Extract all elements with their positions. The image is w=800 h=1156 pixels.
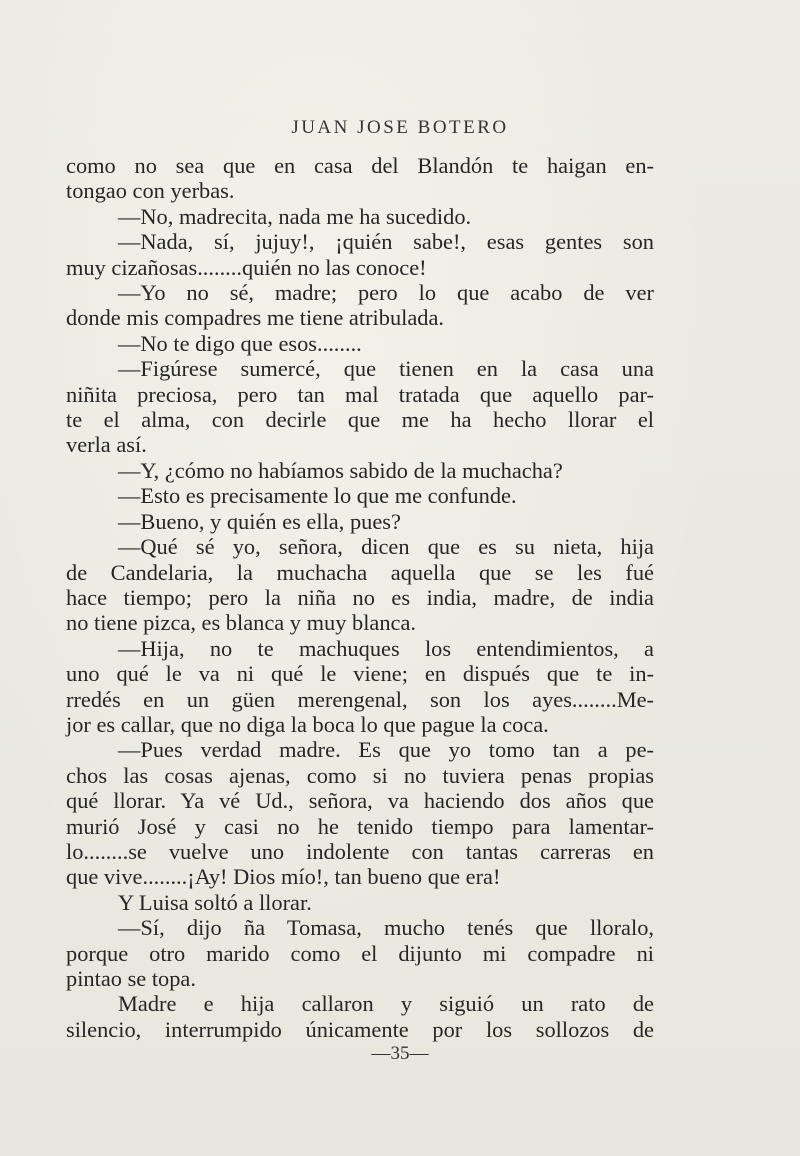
text-line: murió José y casi no he tenido tiempo para lamentar- [66, 813, 654, 839]
running-head: JUAN JOSE BOTERO [291, 117, 509, 138]
text-line: —No te digo que esos........ [118, 330, 362, 356]
text-line: tongao con yerbas. [66, 178, 235, 204]
text-line: que vive........¡Ay! Dios mío!, tan bueno que era! [66, 864, 501, 890]
text-line: de Candelaria, la muchacha aquella que se les fué [66, 559, 654, 585]
text-line: —Esto es precisamente lo que me confunde. [118, 483, 517, 509]
text-line: verla así. [66, 432, 147, 458]
text-line: niñita preciosa, pero tan mal tratada que aquello par- [66, 381, 654, 407]
text-line: rredés en un güen merengenal, son los ayes........Me- [66, 686, 654, 712]
text-line: —Figúrese sumercé, que tienen en la casa una [118, 356, 654, 382]
text-line: —Bueno, y quién es ella, pues? [118, 508, 401, 534]
text-line: jor es callar, que no diga la boca lo que pague la coca. [66, 711, 549, 737]
text-line: Y Luisa soltó a llorar. [118, 889, 312, 915]
text-line: pintao se topa. [66, 966, 196, 991]
text-line: chos las cosas ajenas, como si no tuviera penas propias [66, 762, 654, 788]
text-line: hace tiempo; pero la niña no es india, madre, de india [66, 584, 654, 610]
text-line: uno qué le va ni qué le viene; en dispués que te in- [66, 661, 654, 687]
text-line: te el alma, con decirle que me ha hecho llorar el [66, 407, 654, 433]
text-line: silencio, interrumpido únicamente por los sollozos de [66, 1016, 654, 1042]
text-line: —Yo no sé, madre; pero lo que acabo de ver [118, 280, 654, 306]
text-line: —Sí, dijo ña Tomasa, mucho tenés que lloralo, [118, 915, 654, 941]
text-line: donde mis compadres me tiene atribulada. [66, 305, 445, 331]
page-number: —35— [371, 1043, 429, 1064]
text-line: —Pues verdad madre. Es que yo tomo tan a pe- [118, 737, 654, 763]
text-line: qué llorar. Ya vé Ud., señora, va haciendo dos años que [66, 788, 654, 814]
text-line: —No, madrecita, nada me ha sucedido. [118, 203, 472, 229]
text-line: lo........se vuelve uno indolente con tantas carreras en [66, 838, 654, 864]
text-line: —Y, ¿cómo no habíamos sabido de la muchacha? [118, 457, 563, 483]
text-line: Madre e hija callaron y siguió un rato de [118, 991, 654, 1017]
text-line: —Hija, no te machuques los entendimientos, a [118, 635, 654, 661]
text-line: porque otro marido como el dijunto mi compadre ni [66, 940, 654, 966]
body-text [66, 153, 654, 1042]
text-line: —Qué sé yo, señora, dicen que es su nieta, hija [118, 534, 654, 560]
text-line: muy cizañosas........quién no las conoce! [66, 254, 427, 280]
text-line: como no sea que en casa del Blandón te haigan en- [66, 153, 654, 178]
text-line: —Nada, sí, jujuy!, ¡quién sabe!, esas gentes son [118, 229, 654, 255]
text-line: no tiene pizca, es blanca y muy blanca. [66, 610, 417, 636]
